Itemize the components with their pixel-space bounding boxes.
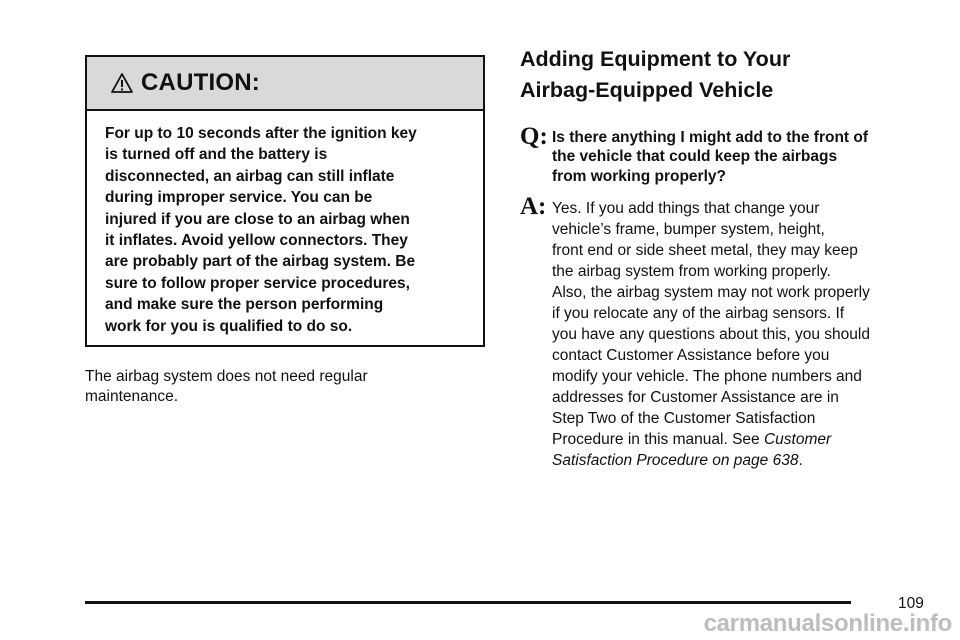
caution-text — [87, 111, 483, 337]
answer-end-punct: . — [798, 452, 803, 469]
section-heading — [520, 44, 920, 106]
cross-reference-link: Customer — [763, 431, 832, 448]
caution-line: disconnected, an airbag can still inflate — [105, 167, 395, 185]
warning-triangle-icon — [111, 72, 133, 94]
answer-line: contact Customer Assistance before you — [552, 347, 830, 364]
answer-line: you have any questions about this, you should — [552, 326, 870, 343]
caution-line: are probably part of the airbag system. Be — [105, 253, 416, 271]
caution-line: is turned off and the battery is — [105, 146, 328, 164]
paragraph-line: The airbag system does not need regular — [85, 368, 368, 385]
caution-line: work for you is qualified to do so. — [105, 317, 353, 335]
caution-box — [85, 55, 485, 347]
answer-line: modify your vehicle. The phone numbers and — [552, 368, 862, 385]
caution-line: injured if you are close to an airbag when — [105, 210, 410, 228]
paragraph-line: maintenance. — [85, 387, 179, 405]
question-block — [520, 123, 940, 186]
question-text — [552, 128, 940, 186]
question-label: Q: — [520, 123, 548, 150]
caution-header — [87, 57, 483, 111]
answer-block — [520, 193, 940, 471]
answer-line — [552, 429, 940, 450]
answer-text — [552, 198, 940, 471]
question-line: from working properly? — [552, 167, 726, 185]
caution-line: sure to follow proper service procedures, — [105, 274, 410, 292]
watermark: carmanualsonline.info — [703, 610, 952, 637]
answer-label: A: — [520, 193, 547, 220]
caution-line: and make sure the person performing — [105, 296, 384, 314]
page-number: 109 — [898, 595, 924, 612]
caution-title: CAUTION: — [141, 69, 260, 96]
answer-line: if you relocate any of the airbag sensors. If — [552, 305, 845, 322]
answer-line: front end or side sheet metal, they may keep — [552, 242, 858, 259]
answer-line — [552, 450, 940, 471]
maintenance-paragraph — [85, 367, 485, 406]
answer-line: addresses for Customer Assistance are in — [552, 389, 839, 406]
answer-line: Yes. If you add things that change your — [552, 200, 820, 217]
footer-rule — [85, 601, 851, 604]
question-line: the vehicle that could keep the airbags — [552, 148, 838, 166]
answer-line: Step Two of the Customer Satisfaction — [552, 410, 816, 427]
caution-line: For up to 10 seconds after the ignition key — [105, 125, 417, 142]
answer-line-text: Procedure in this manual. See — [552, 431, 764, 448]
answer-line: Also, the airbag system may not work properly — [552, 284, 870, 301]
caution-line: during improper service. You can be — [105, 189, 373, 207]
question-line: Is there anything I might add to the front of — [552, 129, 869, 146]
answer-line: vehicle’s frame, bumper system, height, — [552, 221, 825, 238]
heading-line: Adding Equipment to Your — [520, 47, 791, 71]
caution-line: it inflates. Avoid yellow connectors. They — [105, 232, 408, 250]
heading-line: Airbag-Equipped Vehicle — [520, 78, 774, 102]
cross-reference-link-cont: Satisfaction Procedure on page 638 — [552, 452, 799, 469]
answer-line: the airbag system from working properly. — [552, 263, 831, 280]
